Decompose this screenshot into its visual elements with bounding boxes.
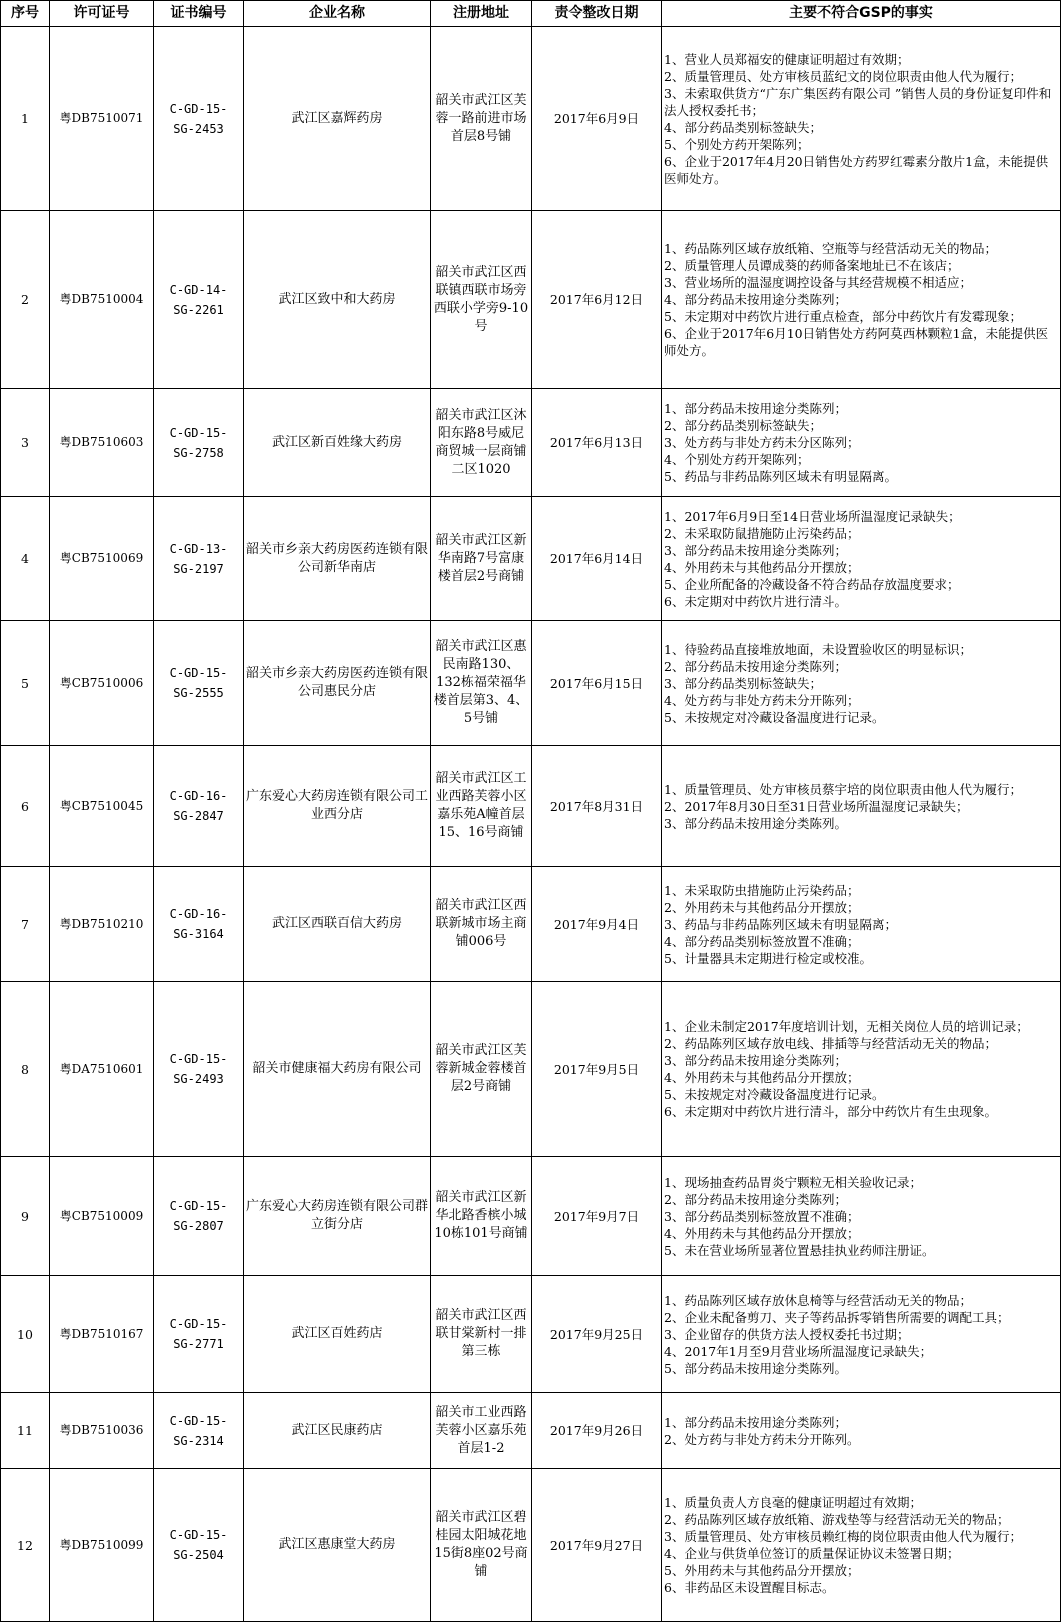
license-no: 粤DB7510004: [50, 211, 154, 389]
rectify-date: 2017年6月14日: [532, 497, 662, 621]
serial-no: 4: [1, 497, 50, 621]
rectify-date: 2017年9月7日: [532, 1157, 662, 1276]
company-name: 武江区百姓药店: [244, 1276, 431, 1393]
fact-item: 1、部分药品未按用途分类陈列；: [664, 1414, 847, 1430]
header-address: 注册地址: [431, 1, 532, 27]
fact-item: 4、外用药未与其他药品分开摆放；: [664, 1070, 860, 1085]
registered-address: 韶关市武江区工业西路芙蓉小区嘉乐苑A幢首层15、16号商铺: [431, 746, 532, 867]
serial-no: 7: [1, 867, 50, 982]
fact-item: 1、部分药品未按用途分类陈列；: [664, 401, 847, 416]
fact-item: 1、企业未制定2017年度培训计划，无相关岗位人员的培训记录；: [664, 1019, 1029, 1034]
table-body: [1, 27, 1061, 1622]
fact-item: 2、部分药品未按用途分类陈列；: [664, 658, 847, 674]
fact-item: 1、质量负责人方良毫的健康证明超过有效期；: [664, 1495, 922, 1510]
fact-item: 6、企业于2017年6月10日销售处方药阿莫西林颗粒1盒，未能提供医师处方。: [664, 326, 1049, 358]
header-row: [1, 1, 1061, 27]
rectify-date: 2017年9月26日: [532, 1393, 662, 1469]
fact-item: 5、未在营业场所显著位置悬挂执业药师注册证。: [664, 1242, 935, 1258]
cert-no: [154, 1157, 244, 1276]
fact-item: 3、质量管理员、处方审核员赖红梅的岗位职责由他人代为履行；: [664, 1529, 1022, 1544]
serial-no: 11: [1, 1393, 50, 1469]
fact-item: 4、部分药品类别标签缺失；: [664, 119, 822, 135]
company-name: 广东爱心大药房连锁有限公司群立街分店: [244, 1157, 431, 1276]
license-no: 粤DB7510071: [50, 27, 154, 211]
serial-no: 10: [1, 1276, 50, 1393]
license-no: 粤DB7510099: [50, 1469, 154, 1622]
fact-item: 1、待验药品直接堆放地面，未设置验收区的明显标识；: [664, 641, 972, 657]
fact-item: 4、处方药与非处方药未分开陈列；: [664, 692, 860, 708]
company-name: 武江区西联百信大药房: [244, 867, 431, 982]
registered-address: 韶关市武江区芙蓉新城金蓉楼首层2号商铺: [431, 982, 532, 1157]
rectify-date: 2017年9月27日: [532, 1469, 662, 1622]
fact-item: 6、企业于2017年4月20日销售处方药罗红霉素分散片1盒，未能提供医师处方。: [664, 153, 1049, 186]
fact-item: 6、未定期对中药饮片进行清斗，部分中药饮片有生虫现象。: [664, 1104, 997, 1119]
registered-address: 韶关市工业西路芙蓉小区嘉乐苑首层1-2: [431, 1393, 532, 1469]
fact-item: 5、企业所配备的冷藏设备不符合药品存放温度要求；: [664, 576, 960, 592]
registered-address: 韶关市武江区西联镇西联市场旁西联小学旁9-10号: [431, 211, 532, 389]
cert-no-line1: C-GD-15-: [169, 666, 228, 680]
cert-no: [154, 389, 244, 497]
cert-no-line1: C-GD-15-: [169, 1199, 228, 1213]
gsp-facts: [662, 982, 1061, 1157]
license-no: 粤DB7510036: [50, 1393, 154, 1469]
fact-item: 4、外用药未与其他药品分开摆放；: [664, 1225, 860, 1241]
cert-no-line1: C-GD-15-: [169, 1528, 228, 1542]
fact-item: 1、药品陈列区域存放休息椅等与经营活动无关的物品；: [664, 1292, 972, 1308]
fact-item: 3、部分药品类别标签缺失；: [664, 675, 822, 691]
fact-item: 3、部分药品未按用途分类陈列；: [664, 1053, 847, 1068]
serial-no: 2: [1, 211, 50, 389]
registered-address: 韶关市武江区西联甘棠新村一排第三栋: [431, 1276, 532, 1393]
gsp-facts: [662, 27, 1061, 211]
fact-item: 2、2017年8月30日至31日营业场所温湿度记录缺失；: [664, 798, 969, 814]
rectify-date: 2017年8月31日: [532, 746, 662, 867]
gsp-facts: [662, 497, 1061, 621]
gsp-facts: [662, 867, 1061, 982]
header-cert-no: 证书编号: [154, 1, 244, 27]
fact-item: 4、2017年1月至9月营业场所温湿度记录缺失；: [664, 1343, 933, 1359]
fact-item: 5、外用药未与其他药品分开摆放；: [664, 1563, 860, 1578]
cert-no-line2: SG-2807: [173, 1219, 224, 1233]
company-name: 韶关市乡亲大药房医药连锁有限公司惠民分店: [244, 621, 431, 746]
company-name: 韶关市乡亲大药房医药连锁有限公司新华南店: [244, 497, 431, 621]
fact-item: 6、未定期对中药饮片进行清斗。: [664, 593, 847, 609]
license-no: 粤CB7510069: [50, 497, 154, 621]
fact-item: 2、药品陈列区域存放纸箱、游戏垫等与经营活动无关的物品；: [664, 1512, 1010, 1527]
cert-no-line2: SG-2314: [173, 1433, 224, 1448]
cert-no-line2: SG-2453: [173, 121, 224, 136]
cert-no-line1: C-GD-15-: [169, 101, 228, 116]
fact-item: 4、企业与供货单位签订的质量保证协议未签署日期；: [664, 1546, 960, 1561]
gsp-facts: [662, 1276, 1061, 1393]
fact-item: 6、非药品区未设置醒目标志。: [664, 1580, 835, 1595]
serial-no: 3: [1, 389, 50, 497]
license-no: 粤CB7510045: [50, 746, 154, 867]
registered-address: 韶关市武江区新华南路7号富康楼首层2号商铺: [431, 497, 532, 621]
header-license-no: 许可证号: [50, 1, 154, 27]
cert-no-line2: SG-2771: [173, 1337, 224, 1351]
fact-item: 5、个别处方药开架陈列；: [664, 136, 810, 152]
cert-no: [154, 1469, 244, 1622]
cert-no-line2: SG-2555: [173, 686, 224, 700]
fact-item: 5、计量器具未定期进行检定或校准。: [664, 950, 872, 966]
company-name: 武江区嘉辉药房: [244, 27, 431, 211]
table-row: [1, 867, 1061, 982]
cert-no-line1: C-GD-15-: [169, 1317, 228, 1331]
fact-item: 2、部分药品未按用途分类陈列；: [664, 1191, 847, 1207]
fact-item: 1、质量管理员、处方审核员蔡宇培的岗位职责由他人代为履行；: [664, 781, 1022, 797]
company-name: 武江区民康药店: [244, 1393, 431, 1469]
serial-no: 12: [1, 1469, 50, 1622]
fact-item: 5、未按规定对冷藏设备温度进行记录。: [664, 1087, 885, 1102]
company-name: 武江区新百姓缘大药房: [244, 389, 431, 497]
fact-item: 2、部分药品类别标签缺失；: [664, 418, 822, 433]
cert-no: [154, 867, 244, 982]
table-row: [1, 621, 1061, 746]
fact-item: 3、药品与非药品陈列区域未有明显隔离；: [664, 916, 897, 932]
fact-item: 3、部分药品类别标签放置不准确；: [664, 1208, 860, 1224]
license-no: 粤DB7510167: [50, 1276, 154, 1393]
license-no: 粤CB7510009: [50, 1157, 154, 1276]
fact-item: 2、未采取防鼠措施防止污染药品；: [664, 525, 860, 541]
registered-address: 韶关市武江区西联新城市场主商铺006号: [431, 867, 532, 982]
fact-item: 1、营业人员郑福安的健康证明超过有效期；: [664, 51, 910, 67]
fact-item: 2、处方药与非处方药未分开陈列。: [664, 1431, 860, 1447]
header-rectify-date: 责令整改日期: [532, 1, 662, 27]
cert-no-line1: C-GD-15-: [169, 1413, 228, 1428]
serial-no: 1: [1, 27, 50, 211]
fact-item: 3、未索取供货方“广东广集医药有限公司 ”销售人员的身份证复印件和法人授权委托书；: [664, 85, 1052, 118]
header-gsp-facts: 主要不符合GSP的事实: [662, 1, 1061, 27]
rectify-date: 2017年9月25日: [532, 1276, 662, 1393]
fact-item: 2、企业未配备剪刀、夹子等药品拆零销售所需要的调配工具；: [664, 1309, 1010, 1325]
table-row: [1, 211, 1061, 389]
fact-item: 4、部分药品类别标签放置不准确；: [664, 933, 860, 949]
registered-address: 韶关市武江区惠民南路130、132栋福荣福华楼首层第3、4、5号铺: [431, 621, 532, 746]
fact-item: 2、药品陈列区域存放电线、排插等与经营活动无关的物品；: [664, 1036, 997, 1051]
serial-no: 8: [1, 982, 50, 1157]
license-no: 粤CB7510006: [50, 621, 154, 746]
license-no: 粤DB7510603: [50, 389, 154, 497]
serial-no: 5: [1, 621, 50, 746]
header-serial-no: 序号: [1, 1, 50, 27]
fact-item: 1、现场抽查药品胃炎宁颗粒无相关验收记录；: [664, 1174, 922, 1190]
company-name: 武江区致中和大药房: [244, 211, 431, 389]
registered-address: 韶关市武江区碧桂园太阳城花地15街8座02号商铺: [431, 1469, 532, 1622]
fact-item: 5、部分药品未按用途分类陈列。: [664, 1360, 847, 1376]
cert-no-line2: SG-3164: [173, 927, 224, 941]
fact-item: 2、质量管理人员谭成葵的药师备案地址已不在该店；: [664, 258, 960, 273]
cert-no-line2: SG-2504: [173, 1548, 224, 1562]
gsp-facts: [662, 211, 1061, 389]
fact-item: 5、药品与非药品陈列区域未有明显隔离。: [664, 469, 897, 484]
table-row: [1, 497, 1061, 621]
registered-address: 韶关市武江区芙蓉一路前进市场首层8号铺: [431, 27, 532, 211]
table-row: [1, 746, 1061, 867]
rectify-date: 2017年6月15日: [532, 621, 662, 746]
gsp-facts: [662, 389, 1061, 497]
fact-item: 3、营业场所的温湿度调控设备与其经营规模不相适应；: [664, 275, 972, 290]
gsp-facts: [662, 746, 1061, 867]
fact-item: 1、2017年6月9日至14日营业场所温湿度记录缺失；: [664, 508, 961, 524]
fact-item: 3、处方药与非处方药未分区陈列；: [664, 435, 860, 450]
cert-no-line2: SG-2847: [173, 809, 224, 823]
table-row: [1, 1157, 1061, 1276]
fact-item: 2、质量管理员、处方审核员蓝纪文的岗位职责由他人代为履行；: [664, 68, 1022, 84]
cert-no-line2: SG-2261: [173, 302, 224, 317]
license-no: 粤DA7510601: [50, 982, 154, 1157]
cert-no: [154, 621, 244, 746]
cert-no: [154, 497, 244, 621]
cert-no-line1: C-GD-13-: [169, 541, 228, 556]
rectify-date: 2017年6月13日: [532, 389, 662, 497]
license-no: 粤DB7510210: [50, 867, 154, 982]
table-row: [1, 1393, 1061, 1469]
cert-no: [154, 982, 244, 1157]
serial-no: 9: [1, 1157, 50, 1276]
fact-item: 1、药品陈列区域存放纸箱、空瓶等与经营活动无关的物品；: [664, 241, 997, 256]
serial-no: 6: [1, 746, 50, 867]
company-name: 广东爱心大药房连锁有限公司工业西分店: [244, 746, 431, 867]
cert-no-line1: C-GD-16-: [169, 789, 228, 803]
cert-no: [154, 1393, 244, 1469]
cert-no: [154, 211, 244, 389]
fact-item: 4、部分药品未按用途分类陈列；: [664, 292, 847, 307]
company-name: 韶关市健康福大药房有限公司: [244, 982, 431, 1157]
gsp-facts: [662, 621, 1061, 746]
fact-item: 5、未按规定对冷藏设备温度进行记录。: [664, 709, 885, 725]
rectify-date: 2017年9月4日: [532, 867, 662, 982]
cert-no: [154, 27, 244, 211]
table-row: [1, 982, 1061, 1157]
registered-address: 韶关市武江区沐阳东路8号威尼商贸城一层商铺二区1020: [431, 389, 532, 497]
gsp-facts: [662, 1469, 1061, 1622]
cert-no-line2: SG-2493: [173, 1072, 224, 1086]
fact-item: 5、未定期对中药饮片进行重点检查，部分中药饮片有发霉现象；: [664, 309, 1022, 324]
gsp-facts: [662, 1157, 1061, 1276]
cert-no-line1: C-GD-16-: [169, 907, 228, 921]
fact-item: 4、外用药未与其他药品分开摆放；: [664, 559, 860, 575]
table-row: [1, 389, 1061, 497]
cert-no-line2: SG-2758: [173, 445, 224, 460]
cert-no-line1: C-GD-15-: [169, 425, 228, 440]
fact-item: 3、部分药品未按用途分类陈列。: [664, 815, 847, 831]
cert-no-line1: C-GD-14-: [169, 282, 228, 297]
fact-item: 1、未采取防虫措施防止污染药品；: [664, 882, 860, 898]
cert-no-line1: C-GD-15-: [169, 1052, 228, 1066]
registered-address: 韶关市武江区新华北路香槟小城10栋101号商铺: [431, 1157, 532, 1276]
fact-item: 2、外用药未与其他药品分开摆放；: [664, 899, 860, 915]
fact-item: 3、部分药品未按用途分类陈列；: [664, 542, 847, 558]
header-company-name: 企业名称: [244, 1, 431, 27]
fact-item: 4、个别处方药开架陈列；: [664, 452, 810, 467]
company-name: 武江区惠康堂大药房: [244, 1469, 431, 1622]
fact-item: 3、企业留存的供货方法人授权委托书过期；: [664, 1326, 910, 1342]
cert-no: [154, 746, 244, 867]
rectify-date: 2017年6月9日: [532, 27, 662, 211]
cert-no: [154, 1276, 244, 1393]
cert-no-line2: SG-2197: [173, 561, 224, 576]
table-row: [1, 1469, 1061, 1622]
table-row: [1, 27, 1061, 211]
table-row: [1, 1276, 1061, 1393]
rectify-date: 2017年9月5日: [532, 982, 662, 1157]
gsp-facts: [662, 1393, 1061, 1469]
rectify-date: 2017年6月12日: [532, 211, 662, 389]
